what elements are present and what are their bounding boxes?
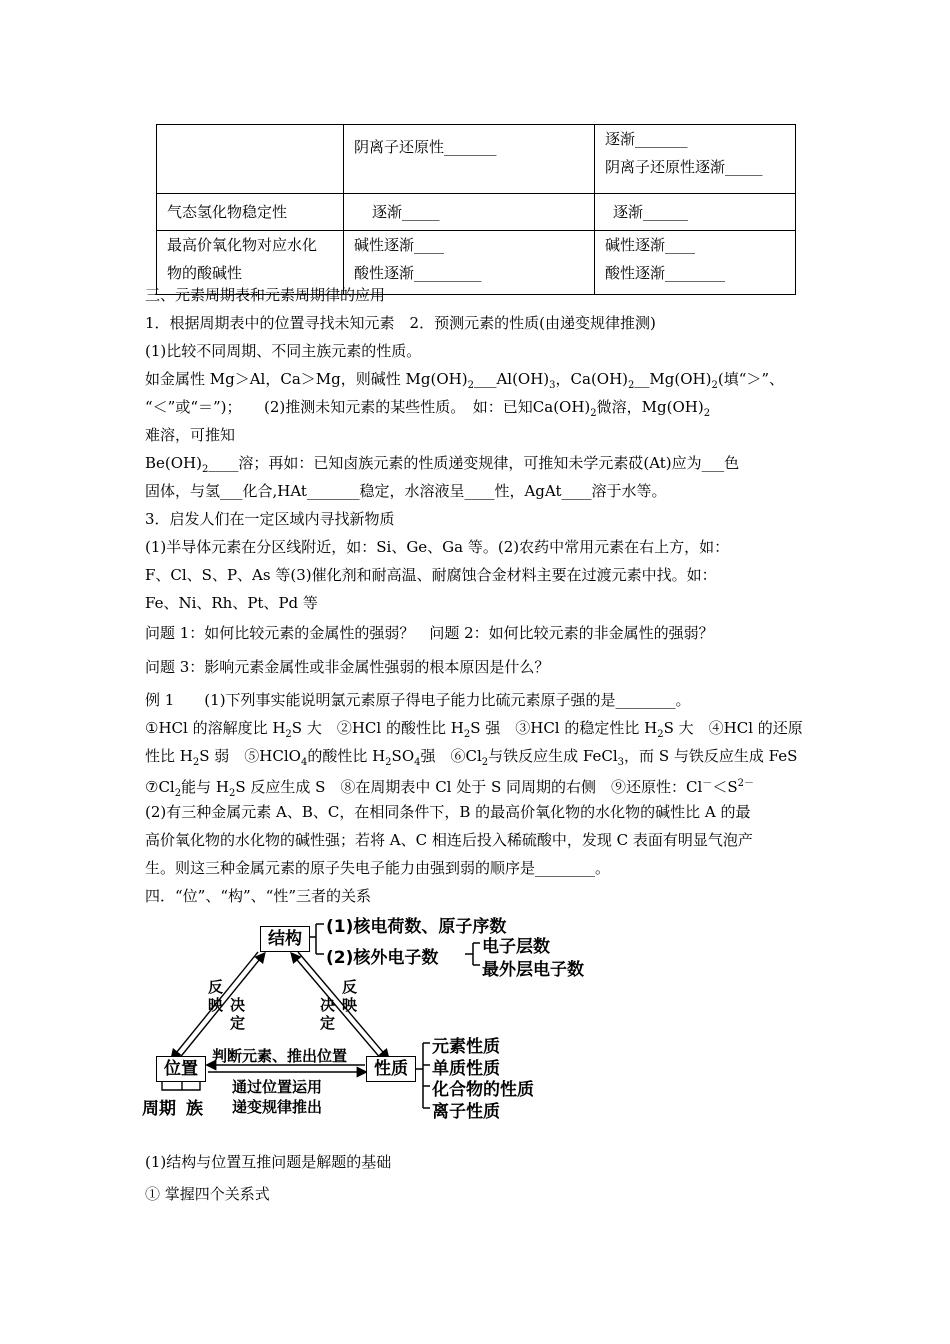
text-line: 1．根据周期表中的位置寻找未知元素 2．预测元素的性质(由递变规律推测) bbox=[145, 314, 656, 332]
bottom-arrow-label-2: 递变规律推出 bbox=[232, 1098, 323, 1116]
text-line: (1)比较不同周期、不同主族元素的性质。 bbox=[145, 342, 422, 360]
text-line: 固体，与氢___化合,HAt_______稳定，水溶液呈____性，AgAt____溶于水等。 bbox=[145, 482, 667, 500]
cell-text: 逐渐_____ bbox=[372, 203, 440, 221]
left-decide-label: 决 定 bbox=[230, 996, 246, 1032]
group-label: 族 bbox=[186, 1099, 203, 1119]
position-box: 位置 bbox=[156, 1056, 206, 1082]
cell-text: 最高价氧化物对应水化 bbox=[167, 236, 318, 254]
cell-text: 逐渐_______ bbox=[605, 130, 688, 148]
left-reflect-label: 反 映 bbox=[208, 978, 224, 1014]
property-brace bbox=[415, 1043, 430, 1108]
cell-text: 逐渐______ bbox=[613, 203, 689, 221]
cell-text: 气态氢化物稳定性 bbox=[167, 203, 288, 221]
text-line: (1)半导体元素在分区线附近，如：Si、Ge、Ga 等。(2)农药中常用元素在右上方，如： bbox=[145, 538, 730, 556]
table-cell bbox=[595, 194, 796, 231]
structure-box: 结构 bbox=[260, 926, 310, 952]
section-heading: 三、元素周期表和元素周期律的应用 bbox=[145, 286, 386, 304]
electron-brace bbox=[465, 943, 480, 965]
cell-text: 阴离子还原性_______ bbox=[354, 138, 497, 156]
example-line: 性比 $H_2S$ 弱 ⑤HClO$_4$的酸性比 $H_2SO_4$强 $⑥Cl_2$与铁反应生成 FeCl$_3$，而 S 与铁反应生成 FeS bbox=[145, 747, 798, 768]
example-line: 例 1 (1)下列事实能说明氯元素原子得电子能力比硫元素原子强的是________。 bbox=[145, 691, 691, 709]
text-line: Fe、Ni、Rh、Pt、Pd 等 bbox=[145, 594, 318, 612]
structure-item-1: (1)核电荷数、原子序数 bbox=[326, 917, 507, 937]
structure-brace bbox=[308, 924, 324, 954]
text-line: 如金属性 Mg＞Al，Ca＞Mg，则碱性 $Mg(OH)_2\_\_\_Al(OH)_3$，$Ca(OH)_2\_\_Mg(OH)_2$(填“＞”、 bbox=[145, 370, 785, 391]
property-item-3: 化合物的性质 bbox=[432, 1080, 534, 1100]
text-line: F、Cl、S、P、As 等(3)催化剂和耐高温、耐腐蚀合金材料主要在过渡元素中找。如： bbox=[145, 566, 717, 584]
question-line: 问题 3：影响元素金属性或非金属性强弱的根本原因是什么？ bbox=[145, 658, 550, 676]
section-heading: 四．“位”、“构”、“性”三者的关系 bbox=[145, 887, 372, 905]
cell-text: 碱性逐渐____ bbox=[605, 236, 696, 254]
table-row bbox=[157, 194, 796, 231]
table-row bbox=[157, 125, 796, 194]
property-item-1: 元素性质 bbox=[432, 1037, 500, 1057]
text-line: 难溶，可推知 bbox=[145, 426, 236, 444]
cell-text: 阴离子还原性逐渐_____ bbox=[605, 158, 763, 176]
table-cell bbox=[344, 194, 595, 231]
bottom-arrow-label-1: 通过位置运用 bbox=[232, 1078, 323, 1096]
outer-electrons: 最外层电子数 bbox=[482, 960, 584, 980]
right-reflect-label: 反 映 bbox=[342, 978, 358, 1014]
cell-text: 物的酸碱性 bbox=[167, 264, 243, 282]
table-cell bbox=[595, 231, 796, 295]
table-cell bbox=[344, 125, 595, 194]
cell-text: 酸性逐渐_________ bbox=[354, 264, 482, 282]
top-arrow-label: 判断元素、推出位置 bbox=[212, 1047, 348, 1065]
electron-layers: 电子层数 bbox=[482, 937, 550, 957]
example-line: ①HCl 的溶解度比 $H_2S$ 大 ②HCl 的酸性比 $H_2S$ 强 ③HCl 的稳定性比 $H_2S$ 大 ④HCl 的还原 bbox=[145, 719, 803, 740]
text-line: (1)结构与位置互推问题是解题的基础 bbox=[145, 1153, 392, 1171]
position-bracket bbox=[162, 1082, 200, 1090]
table-cell bbox=[157, 194, 344, 231]
question-line: 问题 1：如何比较元素的金属性的强弱？ 问题 2：如何比较元素的非金属性的强弱？ bbox=[145, 624, 714, 642]
table-cell bbox=[157, 125, 344, 194]
right-decide-label: 决 定 bbox=[320, 996, 336, 1032]
example-line: 高价氧化物的水化物的碱性强；若将 A、C 相连后投入稀硫酸中，发现 C 表面有明显气泡产 bbox=[145, 831, 753, 849]
text-line: “＜”或“＝”)； (2)推测未知元素的某些性质。 如：已知$Ca(OH)_2$微溶，$Mg(OH)_2$ bbox=[145, 398, 711, 419]
text-line: 3．启发人们在一定区域内寻找新物质 bbox=[145, 510, 395, 528]
text-line: $Be(OH)_2\_\_\_\_$溶；再如：已知卤族元素的性质递变规律，可推知未学元素砹(At)应为___色 bbox=[145, 454, 740, 475]
example-line: $⑦Cl_2$能与 $H_2S$ 反应生成 S ⑧在周期表中 Cl 处于 S 同周期的右侧 ⑨还原性：$Cl^-<S^{2-}$ bbox=[145, 778, 754, 799]
text-line: ① 掌握四个关系式 bbox=[145, 1185, 270, 1203]
table-cell bbox=[595, 125, 796, 194]
example-line: 生。则这三种金属元素的原子失电子能力由强到弱的顺序是________。 bbox=[145, 859, 611, 877]
property-item-4: 离子性质 bbox=[432, 1102, 500, 1122]
property-item-2: 单质性质 bbox=[432, 1059, 500, 1079]
example-line: (2)有三种金属元素 A、B、C，在相同条件下，B 的最高价氧化物的水化物的碱性比 A 的最 bbox=[145, 803, 751, 821]
relationship-diagram bbox=[140, 912, 620, 1122]
property-box: 性质 bbox=[366, 1056, 416, 1082]
structure-item-2: (2)核外电子数 bbox=[326, 948, 439, 968]
periodic-trend-table bbox=[156, 124, 796, 295]
cell-text: 碱性逐渐____ bbox=[354, 236, 445, 254]
period-label: 周期 bbox=[142, 1099, 176, 1119]
cell-text: 酸性逐渐________ bbox=[605, 264, 726, 282]
